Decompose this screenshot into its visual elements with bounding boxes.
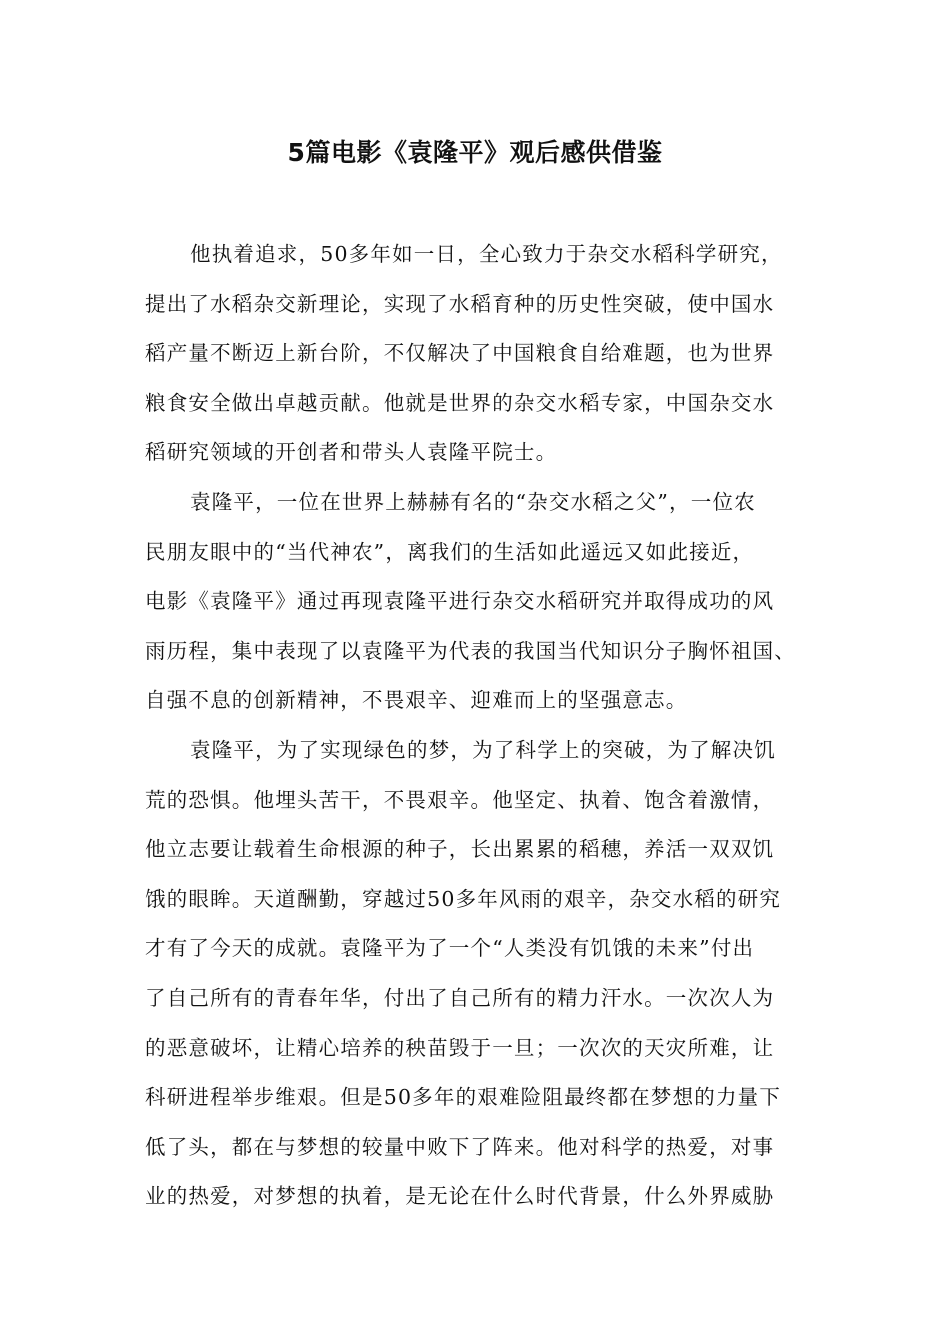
body-text-line: 袁隆平，为了实现绿色的梦，为了科学上的突破，为了解决饥 — [190, 737, 776, 762]
body-text-line: 雨历程，集中表现了以袁隆平为代表的我国当代知识分子胸怀祖国、 — [145, 638, 796, 663]
body-text-line: 电影《袁隆平》通过再现袁隆平进行杂交水稻研究并取得成功的风 — [145, 589, 775, 614]
body-text-line: 他执着追求，50多年如一日，全心致力于杂交水稻科学研究， — [190, 242, 783, 266]
body-text-line: 了自己所有的青春年华，付出了自己所有的精力汗水。一次次人为 — [145, 985, 775, 1010]
body-text-line: 他立志要让载着生命根源的种子，长出累累的稻穗，养活一双双饥 — [145, 837, 775, 862]
document-body — [145, 230, 825, 1222]
body-text-line: 稻产量不断迈上新台阶，不仅解决了中国粮食自给难题，也为世界 — [145, 341, 775, 366]
body-text-line: 才有了今天的成就。袁隆平为了一个“人类没有饥饿的未来”付出 — [145, 936, 755, 961]
body-text-line: 科研进程举步维艰。但是50多年的艰难险阻最终都在梦想的力量下 — [145, 1085, 782, 1110]
body-text-line: 饿的眼眸。天道酬勤，穿越过50多年风雨的艰辛，杂交水稻的研究 — [145, 886, 782, 911]
body-text-line: 自强不息的创新精神，不畏艰辛、迎难而上的坚强意志。 — [145, 688, 688, 713]
body-text-line: 稻研究领域的开创者和带头人袁隆平院士。 — [145, 440, 558, 465]
body-text-line: 提出了水稻杂交新理论，实现了水稻育种的历史性突破，使中国水 — [145, 291, 775, 316]
body-text-line: 的恶意破坏，让精心培养的秧苗毁于一旦；一次次的天灾所难，让 — [145, 1035, 775, 1060]
body-text-line: 民朋友眼中的“当代神农”，离我们的生活如此遥远又如此接近， — [145, 539, 755, 564]
body-text-line: 荒的恐惧。他埋头苦干，不畏艰辛。他坚定、执着、饱含着激情， — [145, 787, 775, 812]
body-text-line: 低了头，都在与梦想的较量中败下了阵来。他对科学的热爱，对事 — [145, 1134, 775, 1159]
document-title: 5篇电影《袁隆平》观后感供借鉴 — [287, 138, 663, 167]
body-text-line: 袁隆平，一位在世界上赫赫有名的“杂交水稻之父”，一位农 — [190, 489, 756, 514]
body-text-line: 业的热爱，对梦想的执着，是无论在什么时代背景，什么外界威胁 — [145, 1184, 775, 1209]
body-text-line: 粮食安全做出卓越贡献。他就是世界的杂交水稻专家，中国杂交水 — [145, 390, 775, 415]
